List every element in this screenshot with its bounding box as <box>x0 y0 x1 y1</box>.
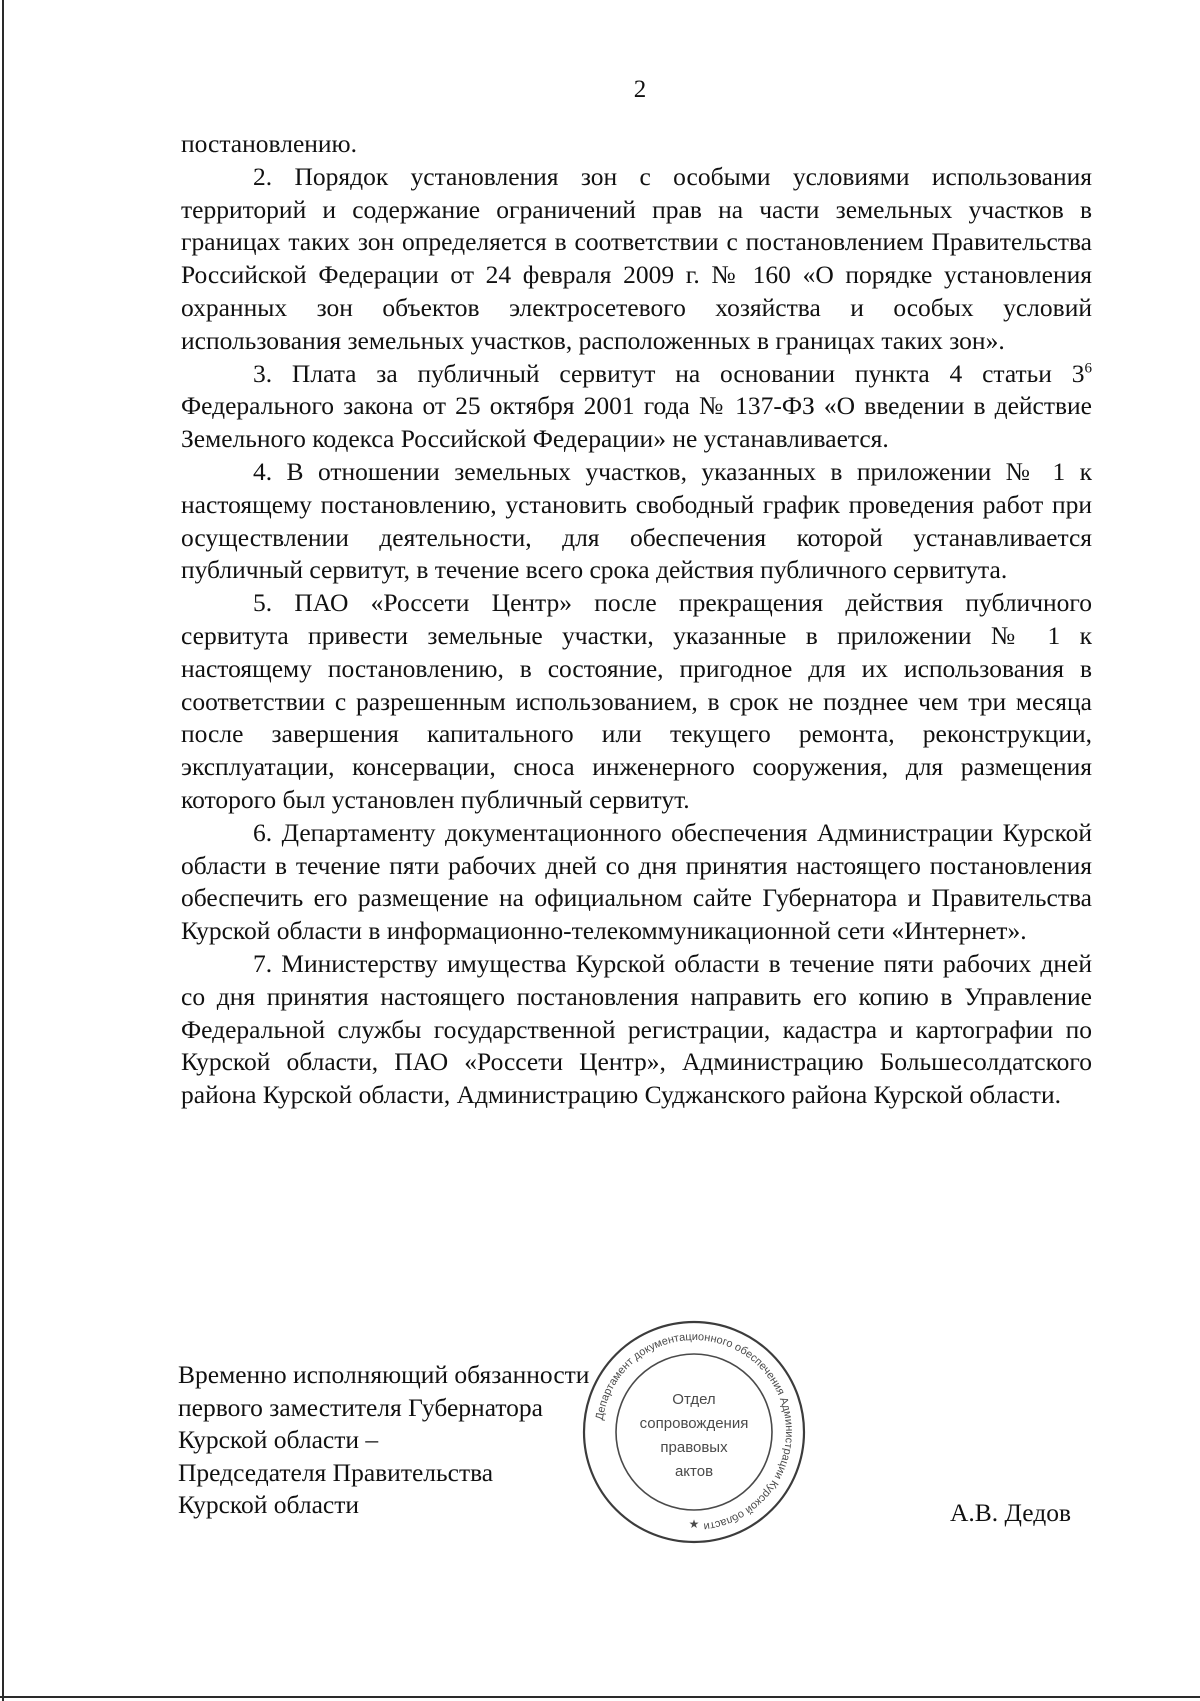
signature-block <box>178 1359 618 1522</box>
paragraph-continuation: постановлению. <box>181 129 357 158</box>
paragraph-7: 7. Министерству имущества Курской области в течение пяти рабочих дней со дня принятия настоящего постановления направить его копию в Управление Федеральной службы государственной регистрации, кадастра и картографии по Курской области, ПАО «Россети Центр», Администрацию Большесолдатского района Курской области, Администрацию Суджанского района Курской области. <box>181 948 1092 1110</box>
scan-bottom-border <box>0 1696 1200 1698</box>
document-body <box>181 128 1092 1112</box>
paragraph-3 <box>181 358 1092 456</box>
paragraph-2: 2. Порядок установления зон с особыми условиями использования территорий и содержание ограничений прав на части земельных участков в границах таких зон определяется в соответствии с постановлением Правительства Российской Федерации от 24 февраля 2009 г. № 160 «О порядке установления охранных зон объектов электросетевого хозяйства и особых условий использования земельных участков, расположенных в границах таких зон». <box>181 161 1092 355</box>
signer-name: А.В. Дедов <box>950 1498 1072 1527</box>
signer-title-line: Временно исполняющий обязанности <box>178 1360 590 1389</box>
paragraph-5: 5. ПАО «Россети Центр» после прекращения действия публичного сервитута привести земельные участки, указанные в приложении № 1 к настоящему постановлению, в состояние, пригодное для их использования в соответствии с разрешенным использованием, в срок не позднее чем три месяца после завершения капитального или текущего ремонта, реконструкции, эксплуатации, консервации, сноса инженерного сооружения, для размещения которого был установлен публичный сервитут. <box>181 588 1092 814</box>
paragraph-4: 4. В отношении земельных участков, указанных в приложении № 1 к настоящему постановлению, установить свободный график проведения работ при осуществлении деятельности, для обеспечения которой устанавливается публичный сервитут, в течение всего срока действия публичного сервитута. <box>181 456 1092 585</box>
signer-title-line: Курской области – <box>178 1425 379 1454</box>
paragraph-3-part-1: 3. Плата за публичный сервитут на основании пункта 4 статьи 3 <box>253 358 1085 388</box>
paragraph-6: 6. Департаменту документационного обеспечения Администрации Курской области в течение пяти рабочих дней со дня принятия настоящего постановления обеспечить его размещение на официальном сайте Губернатора и Правительства Курской области в информационно-телекоммуникационной сети «Интернет». <box>181 817 1092 946</box>
stamp-center-text <box>618 1388 770 1484</box>
signer-title-line: Курской области <box>178 1490 360 1519</box>
page-number: 2 <box>633 76 647 103</box>
signer-title-line: первого заместителя Губернатора <box>178 1392 543 1422</box>
stamp-ring-text: Департамент документационного обеспечения Администрации Курской области <box>593 1330 796 1533</box>
stamp-star-icon: ★ <box>688 1517 700 1531</box>
paragraph-3-superscript: 6 <box>1084 360 1092 377</box>
stamp-center-line: Отдел <box>672 1391 716 1408</box>
stamp-center-line: правовых <box>660 1439 728 1456</box>
scan-left-border <box>2 0 4 1701</box>
official-stamp <box>578 1316 810 1548</box>
paragraph-3-part-2: Федерального закона от 25 октября 2001 года № 137-ФЗ «О введении в действие Земельного кодекса Российской Федерации» не устанавливается. <box>181 391 1092 454</box>
stamp-center-line: сопровождения <box>639 1415 749 1432</box>
stamp-center-line: актов <box>674 1463 714 1480</box>
signer-title-line: Председателя Правительства <box>178 1457 494 1487</box>
